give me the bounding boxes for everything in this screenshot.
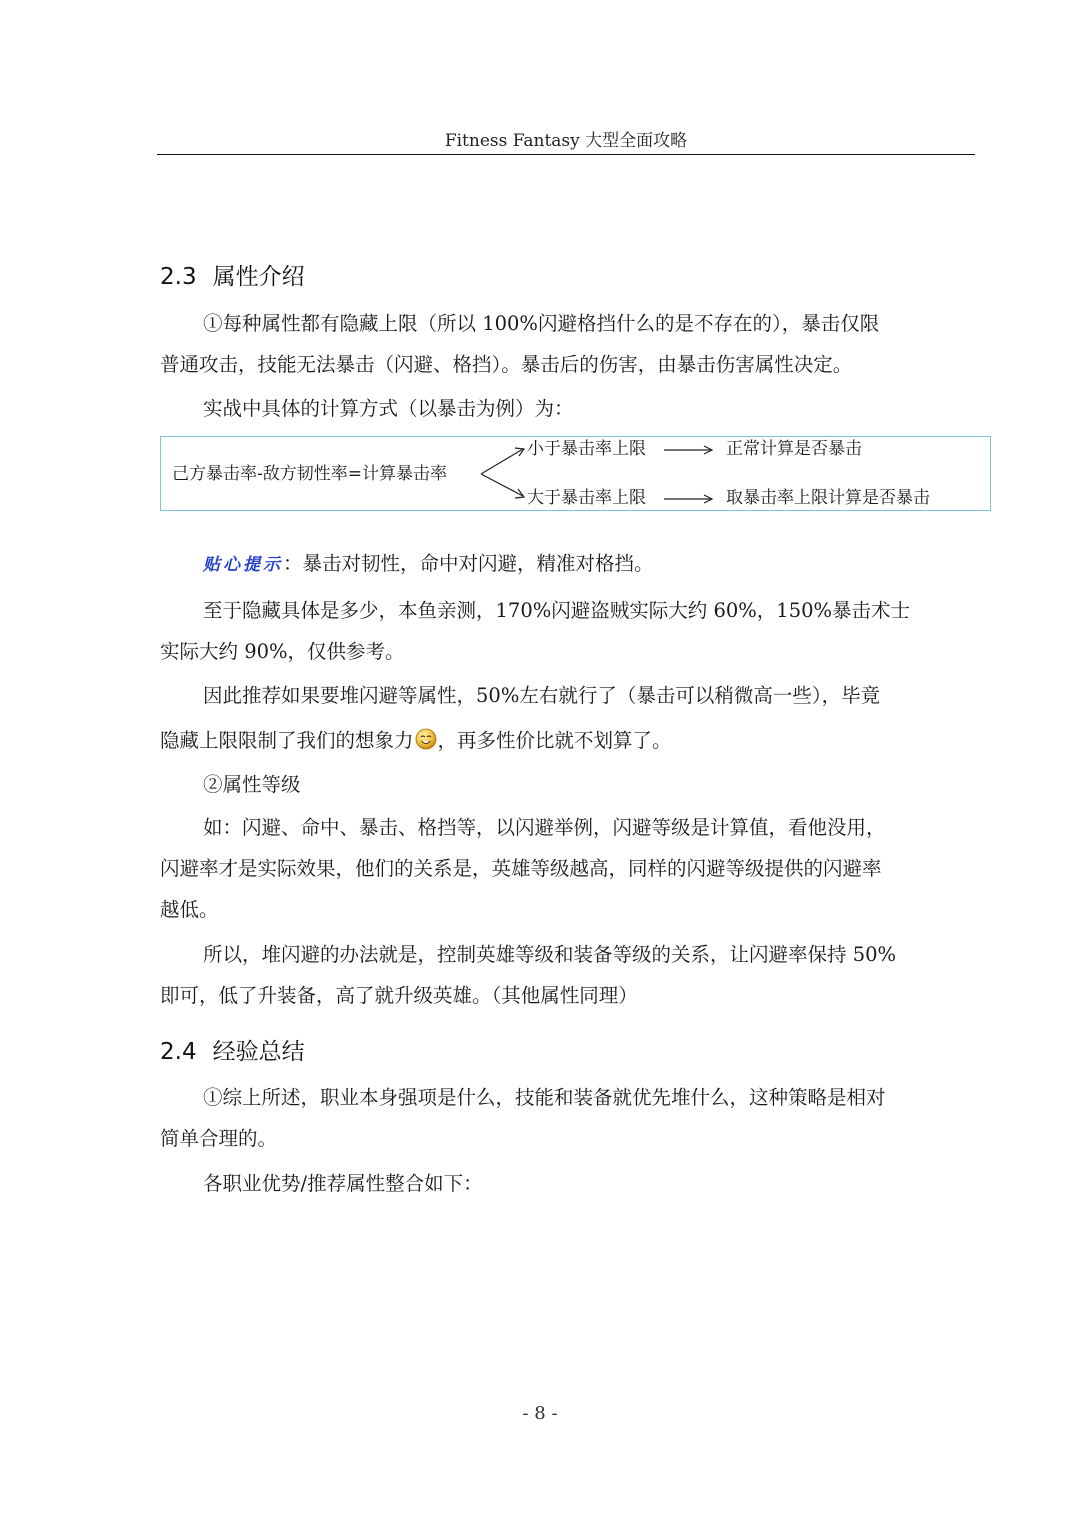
text-segment: 隐藏上限限制了我们的想象力 [160,729,414,752]
tip-label: 贴心提示 [203,555,283,575]
paragraph-hidden-cap [160,303,970,385]
section-2-3-heading [160,261,305,293]
crit-formula-box [160,436,991,511]
tip-text: 暴击对韧性，命中对闪避，精准对格挡。 [302,552,654,575]
text-line: 各职业优势/推荐属性整合如下： [203,1172,483,1195]
subsection-attribute-level [160,764,970,805]
tip-colon: ： [283,552,303,575]
paragraph-calc-intro [160,388,970,429]
text-line: 实际大约 90%，仅供参考。 [160,640,405,663]
section-title: 经验总结 [212,1039,305,1065]
page-number: - 8 - [522,1403,558,1424]
section-number: 2.4 [160,1039,197,1065]
text-line [160,720,970,761]
section-2-4-heading [160,1036,305,1068]
page-header-title: Fitness Fantasy 大型全面攻略 [444,131,688,151]
tip-paragraph [160,543,970,584]
text-line: 越低。 [160,898,219,921]
text-line: ①综上所述，职业本身强项是什么，技能和装备就优先堆什么，这种策略是相对 [203,1086,886,1109]
paragraph-class-list-intro [160,1163,970,1204]
paragraph-stacking-method [160,934,970,1016]
branch-arrow-upper [481,449,523,474]
formula-lower-result: 取暴击率上限计算是否暴击 [726,488,930,508]
text-line: 至于隐藏具体是多少，本鱼亲测，170%闪避盗贼实际大约 60%，150%暴击术士 [203,599,911,622]
tip-line [160,543,970,584]
text-line: 即可，低了升装备，高了就升级英雄。（其他属性同理） [160,984,638,1007]
section-number: 2.3 [160,264,197,290]
formula-upper-branch: 小于暴击率上限 [527,439,646,459]
formula-left-text: 己方暴击率-敌方韧性率=计算暴击率 [172,464,447,484]
header-divider [157,154,975,155]
paragraph-summary [160,1077,970,1159]
paragraph-recommendation [160,675,970,761]
subsection-title: ②属性等级 [203,773,301,796]
text-line: ①每种属性都有隐藏上限（所以 100%闪避格挡什么的是不存在的），暴击仅限 [203,312,880,335]
text-line: 如：闪避、命中、暴击、格挡等，以闪避举例，闪避等级是计算值，看他没用， [203,816,886,839]
section-title: 属性介绍 [212,264,305,290]
text-line: 所以，堆闪避的办法就是，控制英雄等级和装备等级的关系，让闪避率保持 50% [203,943,897,966]
paragraph-tested-values [160,590,970,672]
text-line: 简单合理的。 [160,1127,278,1150]
text-line: 实战中具体的计算方式（以暴击为例）为： [203,397,574,420]
text-line: 因此推荐如果要堆闪避等属性，50%左右就行了（暴击可以稍微高一些），毕竟 [203,684,881,707]
text-line: 闪避率才是实际效果，他们的关系是，英雄等级越高，同样的闪避等级提供的闪避率 [160,857,882,880]
branch-arrow-lower [481,474,523,496]
text-segment: ，再多性价比就不划算了。 [437,729,672,752]
text-line: 普通攻击，技能无法暴击（闪避、格挡）。暴击后的伤害，由暴击伤害属性决定。 [160,353,853,376]
paragraph-level-explanation [160,807,970,930]
branch-arrowhead-upper [515,448,524,456]
formula-upper-result: 正常计算是否暴击 [726,439,862,459]
smiley-face-icon [415,728,437,750]
formula-lower-branch: 大于暴击率上限 [527,488,646,508]
